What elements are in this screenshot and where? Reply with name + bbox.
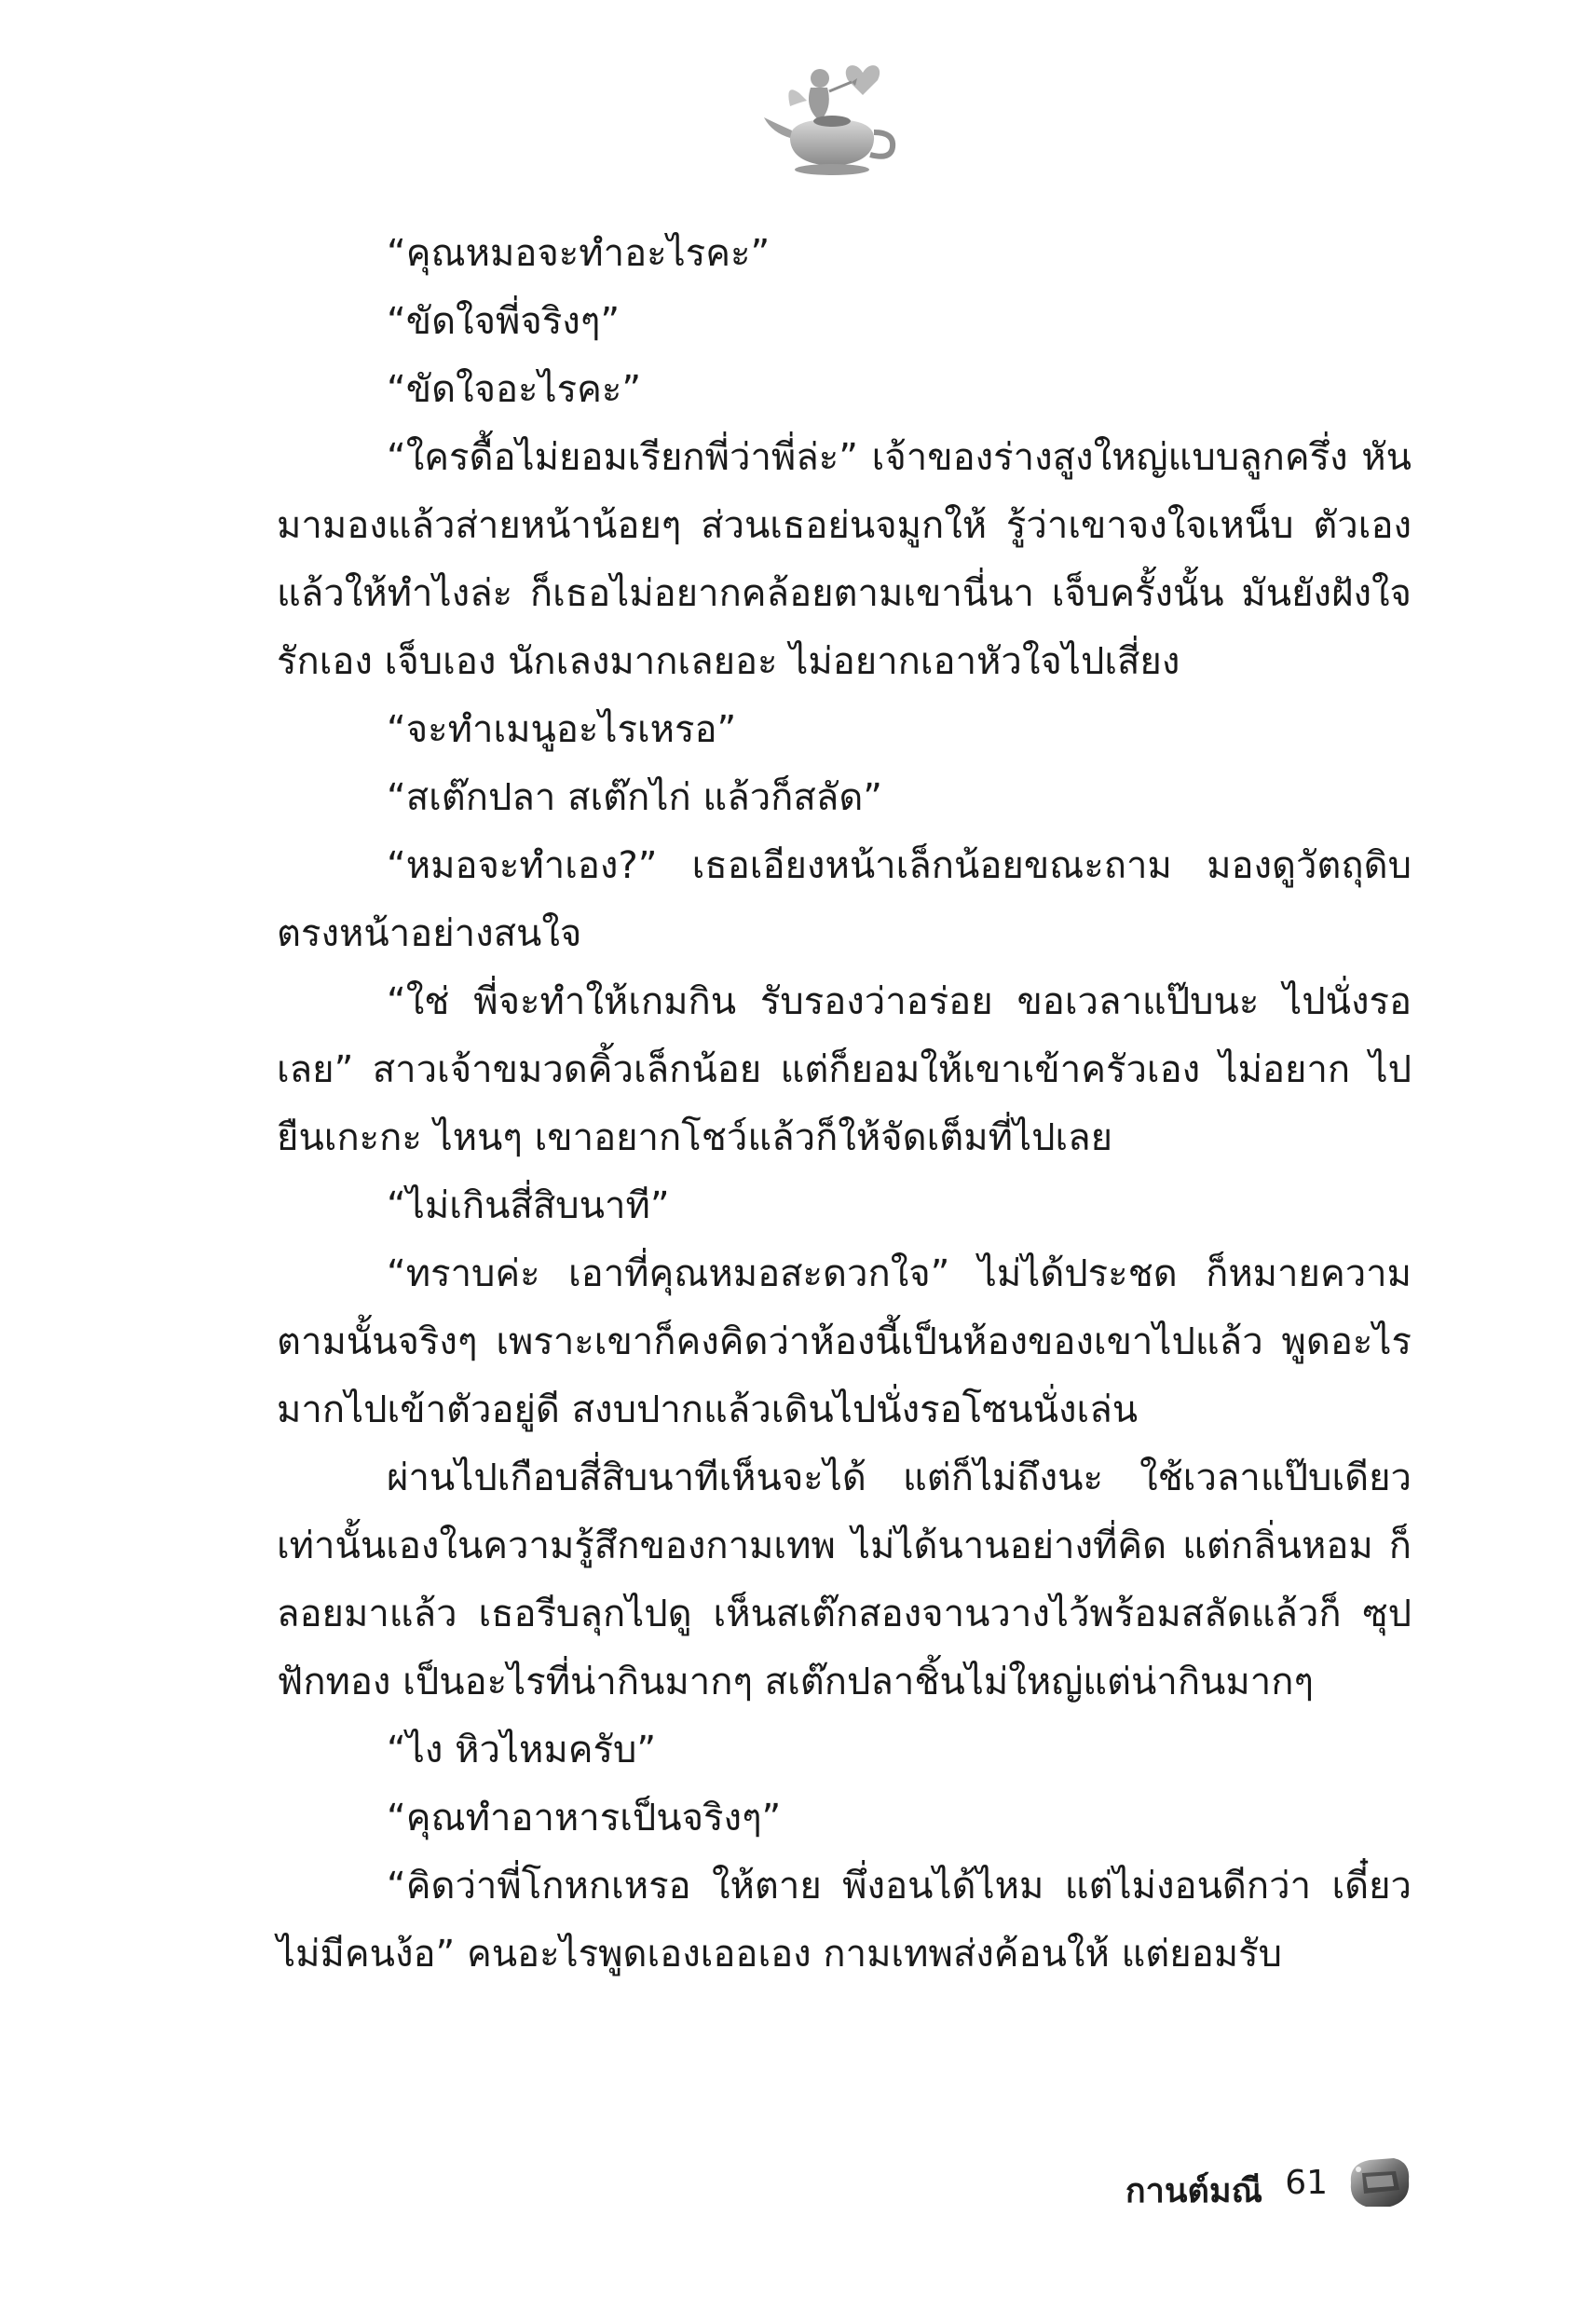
paragraph: ผ่านไปเกือบสี่สิบนาทีเห็นจะได้ แต่ก็ไม่ถึงนะ ใช้เวลาแป๊บเดียว เท่านั้นเองในความรู้สึกของกามเทพ ไม่ได้นานอย่างที่คิด แต่กลิ่นหอม ก็ลอยมาแล้ว เธอรีบลุกไปดู เห็นสเต๊กสองจานวางไว้พร้อมสลัดแล้วก็ ซุปฟักทอง เป็นอะไรที่น่ากินมากๆ สเต๊กปลาชิ้นไม่ใหญ่แต่น่ากินมากๆ bbox=[277, 1456, 1412, 1703]
gem-icon bbox=[1342, 2145, 1416, 2220]
paragraph: “สเต๊กปลา สเต๊กไก่ แล้วก็สลัด” bbox=[387, 776, 883, 819]
paragraph: “ทราบค่ะ เอาที่คุณหมอสะดวกใจ” ไม่ได้ประชด ก็หมายความ ตามนั้นจริงๆ เพราะเขาก็คงคิดว่าห้องนี้เป็นห้องของเขาไปแล้ว พูดอะไร มากไปเข้าตัวอยู่ดี สงบปากแล้วเดินไปนั่งรอโซนนั่งเล่น bbox=[277, 1252, 1412, 1431]
paragraph: “ใช่ พี่จะทำให้เกมกิน รับรองว่าอร่อย ขอเวลาแป๊บนะ ไปนั่งรอ เลย” สาวเจ้าขมวดคิ้วเล็กน้อย แต่ก็ยอมให้เขาเข้าครัวเอง ไม่อยาก ไปยืนเกะกะ ไหนๆ เขาอยากโชว์แล้วก็ให้จัดเต็มที่ไปเลย bbox=[277, 980, 1412, 1159]
paragraph: “คุณหมอจะทำอะไรคะ” bbox=[387, 232, 771, 275]
page-footer bbox=[1099, 2145, 1416, 2229]
paragraph: “ไม่เกินสี่สิบนาที” bbox=[387, 1184, 670, 1227]
body-text bbox=[277, 220, 1412, 1989]
paragraph: “ไง หิวไหมครับ” bbox=[387, 1729, 657, 1771]
paragraph: “ขัดใจอะไรคะ” bbox=[387, 368, 642, 411]
paragraph: “ขัดใจพี่จริงๆ” bbox=[387, 300, 621, 343]
teapot-cupid-icon bbox=[762, 54, 902, 185]
paragraph: “จะทำเมนูอะไรเหรอ” bbox=[387, 708, 737, 751]
page-number: 61 bbox=[1285, 2164, 1328, 2202]
author-name: กานต์มณี bbox=[1125, 2172, 1262, 2210]
paragraph: “หมอจะทำเอง?” เธอเอียงหน้าเล็กน้อยขณะถาม มองดูวัตถุดิบ ตรงหน้าอย่างสนใจ bbox=[277, 844, 1412, 955]
paragraph: “ใครดื้อไม่ยอมเรียกพี่ว่าพี่ล่ะ” เจ้าของร่างสูงใหญ่แบบลูกครึ่ง หันมามองแล้วส่ายหน้าน้อยๆ ส่วนเธอย่นจมูกให้ รู้ว่าเขาจงใจเหน็บ ตัวเอง แล้วให้ทำไงล่ะ ก็เธอไม่อยากคล้อยตามเขานี่นา เจ็บครั้งนั้น มันยังฝังใจ รักเอง เจ็บเอง นักเลงมากเลยอะ ไม่อยากเอาหัวใจไปเสี่ยง bbox=[277, 436, 1412, 683]
paragraph: “คุณทำอาหารเป็นจริงๆ” bbox=[387, 1797, 782, 1839]
paragraph: “คิดว่าพี่โกหกเหรอ ให้ตาย พึ่งอนได้ไหม แต่ไม่งอนดีกว่า เดี๋ยวไม่มีคนง้อ” คนอะไรพูดเองเออเอง กามเทพส่งค้อนให้ แต่ยอมรับ bbox=[277, 1865, 1412, 1976]
